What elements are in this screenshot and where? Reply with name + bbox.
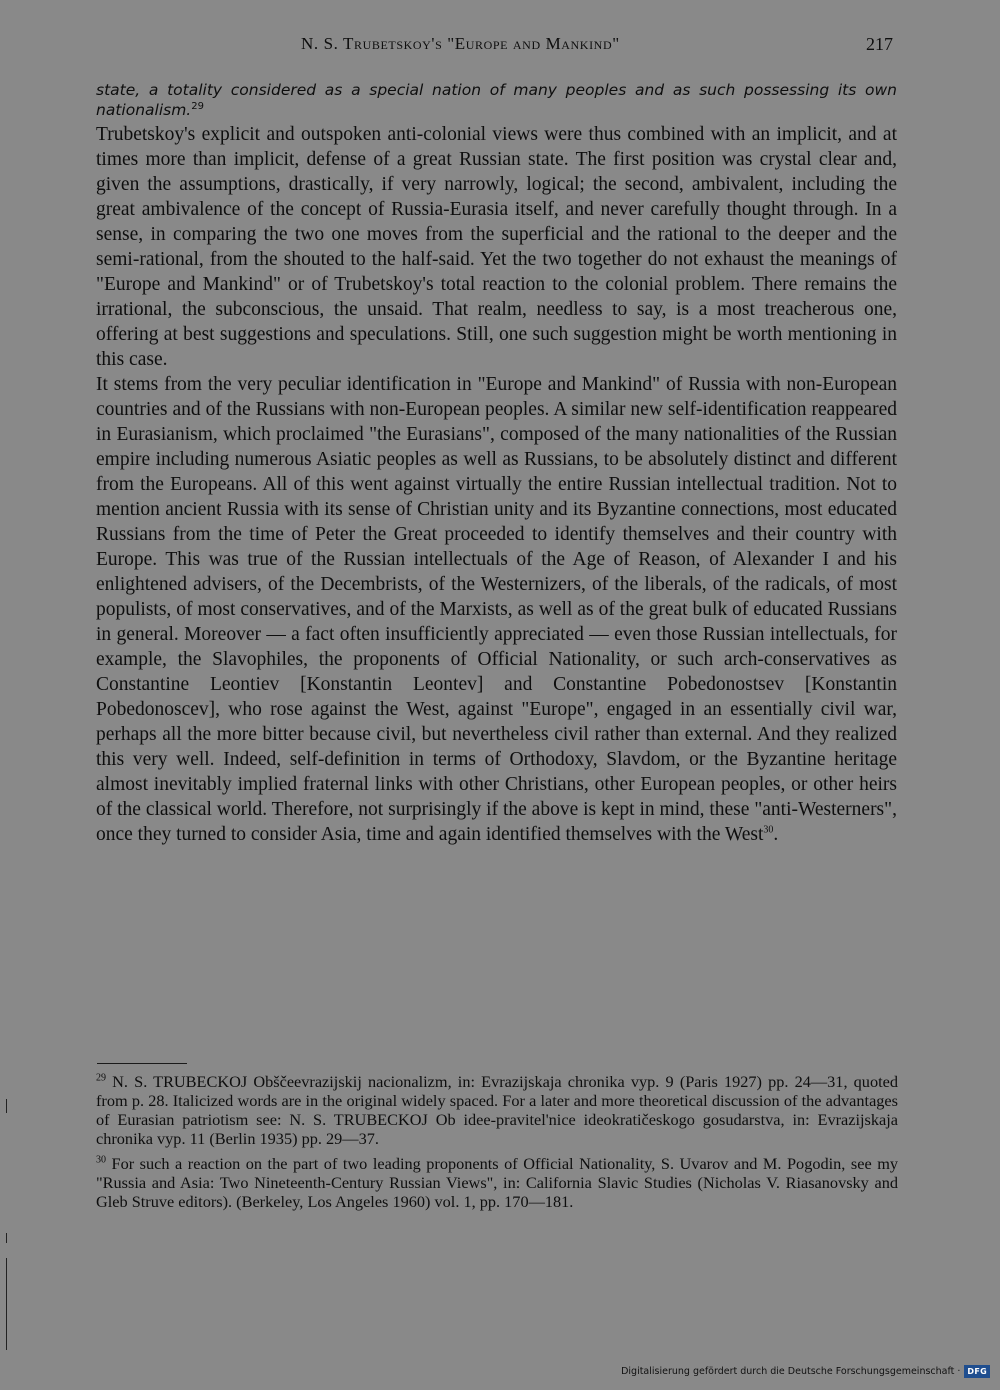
- footnote-30: [96, 1154, 898, 1211]
- footnote-ref-29: 29: [191, 100, 204, 112]
- paragraph-1: [96, 122, 897, 372]
- block-quote: [96, 80, 897, 120]
- footnote-ref-30: 30: [763, 824, 774, 836]
- running-head: [0, 34, 1000, 58]
- footnote-text: N. S. TRUBECKOJ Obščeevrazijskij nacionalizm, in: Evrazijskaja chronika vyp. 9 (Paris 1927) pp. 24—31, quoted from p. 28. Italicized words are in the original widely spaced. For a later and more theoretical discussion of the advantages of Eurasian patriotism see: N. S. TRUBECKOJ Ob idee-pravitel'nice ideokratičeskogo gosudarstva, in: Evrazijskaja chronika vyp. 11 (Berlin 1935) pp. 29—37.: [96, 1072, 898, 1148]
- paragraph-2: It stems from the very peculiar identification in "Europe and Mankind" of Russia with non-European countries and of the Russians with non-European peoples. A similar new self-identification reappeared in Eurasianism, which proclaimed "the Eurasians", composed of the many nationalities of the Russian empire including numerous Asiatic peoples as well as Russians, to be absolutely distinct and different from the Europeans. All of this went against virtually the entire Russian intellectual tradition. Not to mention ancient Russia with its sense of Christian unity and its Byzantine connections, most educated Russians from the time of Peter the Great proceeded to identify themselves and their country with Europe. This was true of the Russian intellectuals of the Age of Reason, of Alexander I and his enlightened advisers, of the Decembrists, of the Westernizers, of the liberals, of the radicals, of most populists, of most conservatives, and of the Marxists, as well as of the great bulk of educated Russians in general. Moreover — a fact often insufficiently appreciated — even those Russian intellectuals, for example, the Slavophiles, the proponents of Official Nationality, or such arch-conservatives as Constantine Leontiev [Konstantin Leontev] and Constantine Pobedonostsev [Konstantin Pobedonoscev], who rose against the West, against "Europe", engaged in an essentially civil war, perhaps all the more bitter because civil, but nevertheless civil rather than external. And they realized this very well. Indeed, self-definition in terms of Orthodoxy, Slavdom, or the Byzantine heritage almost inevitably implied fraternal links with other Christians, other European peoples, or other heirs of the classical world. Therefore, not surprisingly if the above is kept in mind, these "anti-Westerners", once they turned to consider Asia, time and again identified themselves with the West$^{30}$.: [96, 374, 897, 845]
- footnote-text: For such a reaction on the part of two leading proponents of Official Nationality, S. Uvarov and M. Pogodin, see my "Russia and Asia: Two Nineteenth-Century Russian Views", in: California Slavic Studies (Nicholas V. Riasanovsky and Gleb Struve editors). (Berkeley, Los Angeles 1960) vol. 1, pp. 170—181.: [96, 1154, 898, 1211]
- running-title: N. S. Trubetskoy's "Europe and Mankind": [301, 34, 620, 53]
- footnote-number: 29: [96, 1072, 106, 1084]
- credit-text: Digitalisierung gefördert durch die Deutsche Forschungsgemeinschaft ·: [621, 1365, 961, 1377]
- dfg-logo: DFG: [964, 1365, 990, 1378]
- digitization-credit: [621, 1362, 990, 1380]
- body-text: [96, 80, 897, 847]
- paragraph-text: It stems from the very peculiar identification in "Europe and Mankind" of Russia with non-European countries and of the Russians with non-European peoples. A similar new self-identification reappeared in Eurasianism, which proclaimed "the Eurasians", composed of the many nationalities of the Russian empire including numerous Asiatic peoples as well as Russians, to be absolutely distinct and different from the Europeans. All of this went against virtually the entire Russian intellectual tradition. Not to mention ancient Russia with its sense of Christian unity and its Byzantine connections, most educated Russians from the time of Peter the Great proceeded to identify themselves and their country with Europe. This was true of the Russian intellectuals of the Age of Reason, of Alexander I and his enlightened advisers, of the Decembrists, of the Westernizers, of the liberals, of the radicals, of most populists, of most conservatives, and of the Marxists, as well as of the great bulk of educated Russians in general. Moreover — a fact often insufficiently appreciated — even those Russian intellectuals, for example, the Slavophiles, the proponents of Official Nationality, or such arch-conservatives as Constantine Leontiev [Konstantin Leontev] and Constantine Pobedonostsev [Konstantin Pobedonoscev], who rose against the West, against "Europe", engaged in an essentially civil war, perhaps all the more bitter because civil, but nevertheless civil rather than external. And they realized this very well. Indeed, self-definition in terms of Orthodoxy, Slavdom, or the Byzantine heritage almost inevitably implied fraternal links with other Christians, other European peoples, or other heirs of the classical world. Therefore, not surprisingly if the above is kept in mind, these "anti-Westerners", once they turned to consider Asia, time and again identified themselves with the West: [96, 374, 897, 845]
- footnotes: [96, 1072, 898, 1217]
- quote-text: state, a totality considered as a special nation of many peoples and as such possessing its own nationalism.: [96, 81, 897, 119]
- scan-margin-mark: [6, 1233, 7, 1243]
- footnote-rule: [97, 1063, 187, 1064]
- scan-margin-mark: [6, 1258, 7, 1350]
- footnote-29: [96, 1072, 898, 1148]
- scan-margin-mark: [6, 1099, 7, 1113]
- paragraph-text: Trubetskoy's explicit and outspoken anti-colonial views were thus combined with an implicit, and at times more than implicit, defense of a great Russian state. The first position was crystal clear and, given the assumptions, drastically, if very narrowly, logical; the second, ambivalent, including the great ambivalence of the concept of Russia-Eurasia itself, and never carefully thought through. In a sense, in comparing the two one moves from the superficial and the rational to the deeper and the semi-rational, from the shouted to the half-said. Yet the two together do not exhaust the meanings of "Europe and Mankind" or of Trubetskoy's total reaction to the colonial problem. There remains the irrational, the subconscious, the unsaid. That realm, needless to say, is a most treacherous one, offering at best suggestions and speculations. Still, one such suggestion might be worth mentioning in this case.: [96, 124, 897, 370]
- page-number: 217: [866, 34, 893, 54]
- footnote-number: 30: [96, 1154, 106, 1166]
